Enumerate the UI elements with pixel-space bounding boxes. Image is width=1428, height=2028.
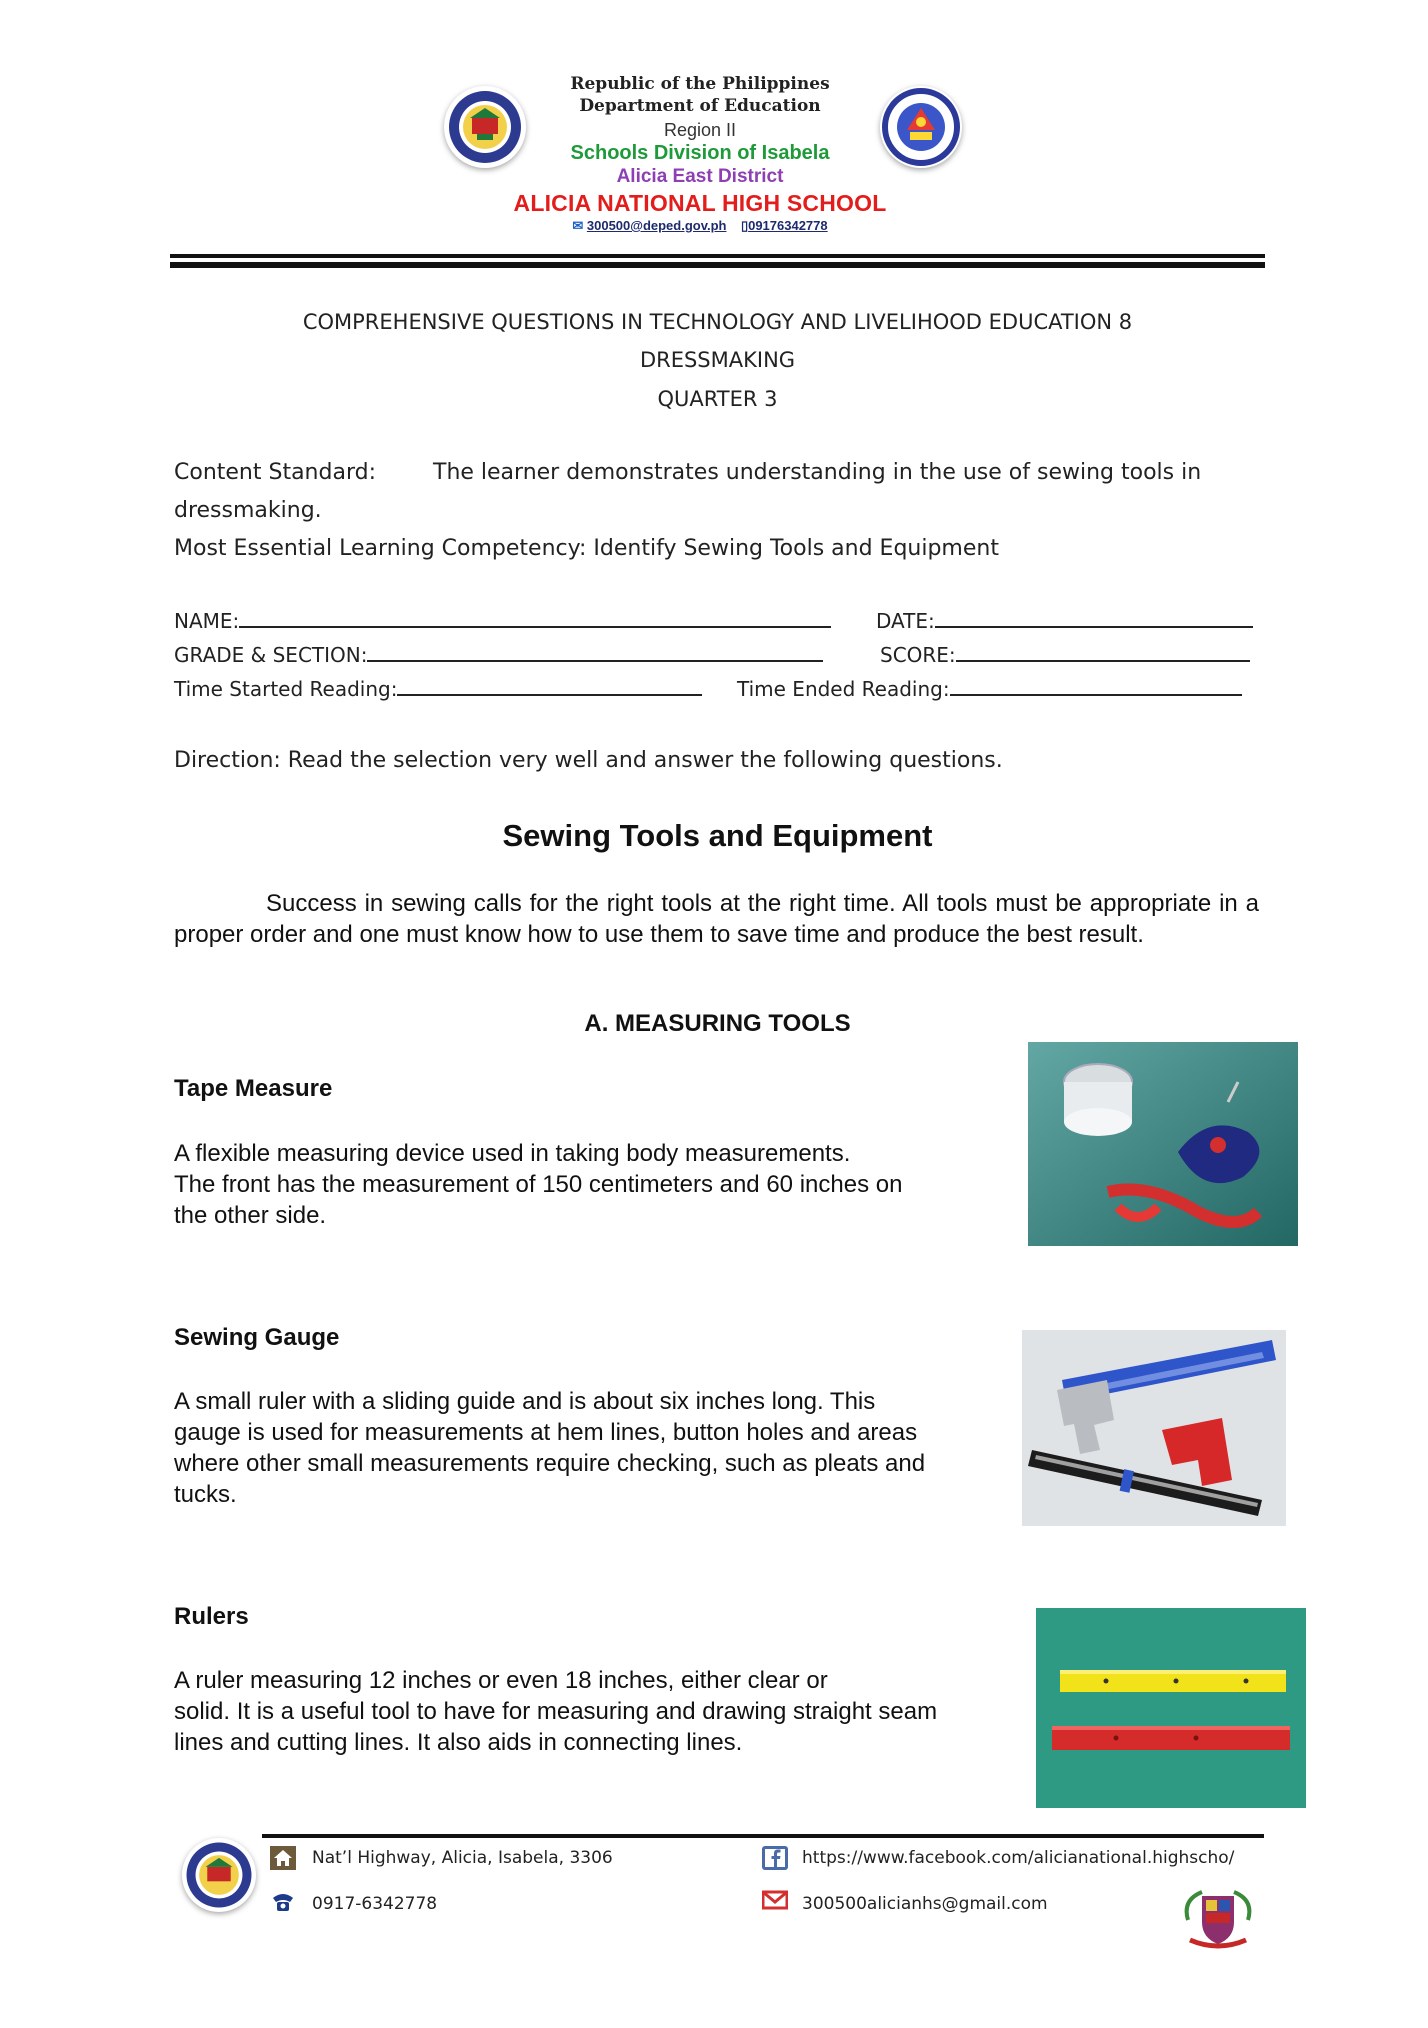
- tool-desc-line: A ruler measuring 12 inches or even 18 inches, either clear or: [174, 1667, 828, 1694]
- name-field[interactable]: [174, 606, 831, 633]
- score-label: SCORE:: [880, 643, 956, 667]
- footer-rule: [262, 1834, 1264, 1838]
- header-region: Region II: [663, 120, 737, 140]
- header-division: Schools Division of Isabela: [570, 142, 830, 164]
- district-seal-icon: [1180, 1886, 1256, 1954]
- time-ended-blank[interactable]: [950, 674, 1242, 696]
- header-phone: 09176342778: [748, 218, 828, 233]
- content-standard-text: The learner demonstrates understanding in the use of sewing tools in: [433, 460, 1202, 485]
- grade-blank[interactable]: [367, 640, 823, 662]
- tool-desc-rulers: [174, 1665, 1024, 1758]
- header-email: 300500@deped.gov.ph: [586, 218, 727, 233]
- tool-desc-line: gauge is used for measurements at hem lines, button holes and areas: [174, 1419, 918, 1446]
- tool-desc-line: lines and cutting lines. It also aids in connecting lines.: [174, 1729, 743, 1756]
- header-department: Department of Education: [579, 96, 821, 116]
- tool-desc-line: A small ruler with a sliding guide and is about six inches long. This: [174, 1388, 876, 1415]
- doc-title-1: COMPREHENSIVE QUESTIONS IN TECHNOLOGY AND LIVELIHOOD EDUCATION 8: [302, 310, 1133, 334]
- footer-school-seal-icon: [182, 1838, 256, 1912]
- header-district: Alicia East District: [616, 166, 784, 187]
- header-contact: [420, 218, 980, 234]
- footer-address: Nat’l Highway, Alicia, Isabela, 3306: [312, 1848, 613, 1868]
- footer-phone: 0917-6342778: [312, 1894, 438, 1914]
- tool-desc-sewing-gauge: [174, 1386, 1014, 1510]
- name-label: NAME:: [174, 609, 240, 633]
- date-label: DATE:: [876, 609, 935, 633]
- header-republic: Republic of the Philippines: [570, 74, 830, 94]
- tool-desc-line: where other small measurements require checking, such as pleats and: [174, 1450, 926, 1477]
- tool-desc-line: the other side.: [174, 1202, 327, 1229]
- tool-name-tape-measure: Tape Measure: [174, 1075, 333, 1102]
- footer-email: 300500alicianhs@gmail.com: [802, 1894, 1048, 1914]
- name-blank[interactable]: [239, 606, 831, 628]
- date-field[interactable]: [876, 606, 1253, 633]
- date-blank[interactable]: [935, 606, 1253, 628]
- article-intro: Success in sewing calls for the right tools at the right time. All tools must be appropriate in a proper order and one must know how to use them to save time and produce the best result.: [174, 890, 1259, 948]
- home-icon: [270, 1846, 296, 1870]
- tool-desc-line: tucks.: [174, 1481, 237, 1508]
- header-rule-bottom: [170, 262, 1265, 268]
- doc-title-2: DRESSMAKING: [639, 348, 796, 372]
- tool-name-rulers: Rulers: [174, 1603, 249, 1630]
- time-started-field[interactable]: [174, 674, 702, 701]
- time-ended-field[interactable]: [737, 674, 1242, 701]
- telephone-icon: [270, 1890, 296, 1914]
- direction-text: Direction: Read the selection very well and answer the following questions.: [174, 748, 1003, 773]
- content-standard-text-2: dressmaking.: [174, 498, 322, 523]
- tool-desc-line: solid. It is a useful tool to have for measuring and drawing straight seam: [174, 1698, 938, 1725]
- time-ended-label: Time Ended Reading:: [737, 677, 950, 701]
- email-icon: ✉: [572, 218, 584, 233]
- article-title: Sewing Tools and Equipment: [502, 818, 933, 853]
- rulers-photo: [1036, 1608, 1306, 1808]
- tape-measure-photo: [1028, 1042, 1298, 1246]
- facebook-icon[interactable]: [762, 1846, 788, 1870]
- header-school-name: ALICIA NATIONAL HIGH SCHOOL: [513, 190, 887, 216]
- content-standard-label: Content Standard:: [174, 460, 376, 485]
- header-rule-top: [170, 254, 1265, 258]
- tool-name-sewing-gauge: Sewing Gauge: [174, 1324, 340, 1351]
- time-started-label: Time Started Reading:: [174, 677, 398, 701]
- score-field[interactable]: [880, 640, 1250, 667]
- score-blank[interactable]: [956, 640, 1250, 662]
- footer-facebook-link[interactable]: https://www.facebook.com/alicianational.highscho/: [802, 1848, 1235, 1868]
- time-started-blank[interactable]: [397, 674, 702, 696]
- melc-text: Most Essential Learning Competency: Identify Sewing Tools and Equipment: [174, 536, 999, 561]
- mail-icon: [762, 1888, 788, 1912]
- tool-desc-line: The front has the measurement of 150 centimeters and 60 inches on: [174, 1171, 903, 1198]
- tool-desc-tape-measure: [174, 1138, 1004, 1231]
- grade-label: GRADE & SECTION:: [174, 643, 368, 667]
- grade-field[interactable]: [174, 640, 823, 667]
- section-a-heading: A. MEASURING TOOLS: [584, 1010, 851, 1037]
- tool-desc-line: A flexible measuring device used in taking body measurements.: [174, 1140, 851, 1167]
- doc-title-3: QUARTER 3: [657, 387, 778, 411]
- phone-icon: ▯: [740, 218, 749, 233]
- sewing-gauge-photo: [1022, 1330, 1286, 1526]
